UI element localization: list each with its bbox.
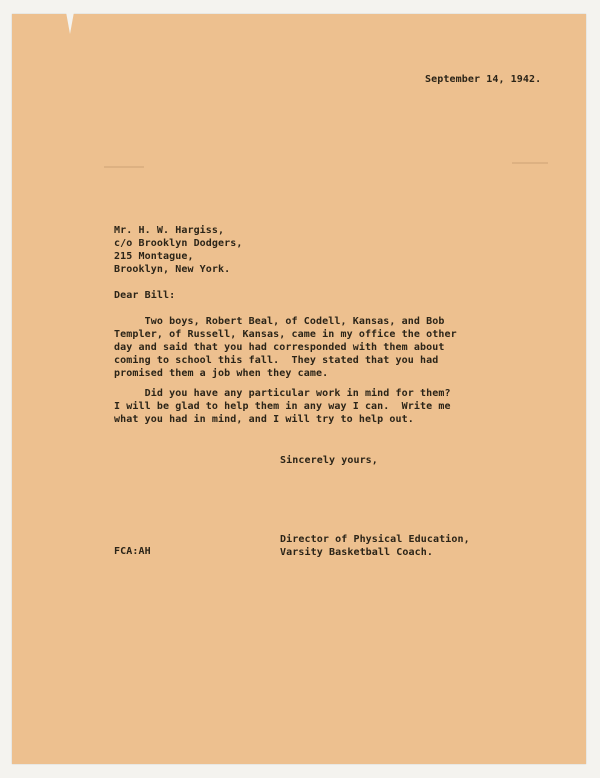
signature-line: Varsity Basketball Coach. (280, 547, 434, 558)
faint-mark (512, 162, 548, 164)
address-line: 215 Montague, (114, 251, 194, 262)
salutation: Dear Bill: (114, 290, 176, 301)
body-line: coming to school this fall. They stated that you had (114, 355, 439, 366)
body-line: promised them a job when they came. (114, 368, 329, 379)
address-line: Brooklyn, New York. (114, 264, 231, 275)
body-line: Did you have any particular work in mind for them? (114, 388, 451, 399)
letter-date: September 14, 1942. (425, 74, 542, 85)
body-line: I will be glad to help them in any way I can. Write me (114, 401, 451, 412)
closing: Sincerely yours, (280, 455, 378, 466)
faint-mark (104, 166, 144, 168)
address-line: Mr. H. W. Hargiss, (114, 225, 225, 236)
body-line: Templer, of Russell, Kansas, came in my office the other (114, 329, 457, 340)
body-line: what you had in mind, and I will try to help out. (114, 414, 414, 425)
torn-corner (66, 12, 74, 34)
body-line: Two boys, Robert Beal, of Codell, Kansas, and Bob (114, 316, 445, 327)
letter-page (12, 14, 586, 764)
signature-line: Director of Physical Education, (280, 534, 470, 545)
address-line: c/o Brooklyn Dodgers, (114, 238, 243, 249)
body-line: day and said that you had corresponded with them about (114, 342, 445, 353)
typist-initials: FCA:AH (114, 546, 151, 557)
